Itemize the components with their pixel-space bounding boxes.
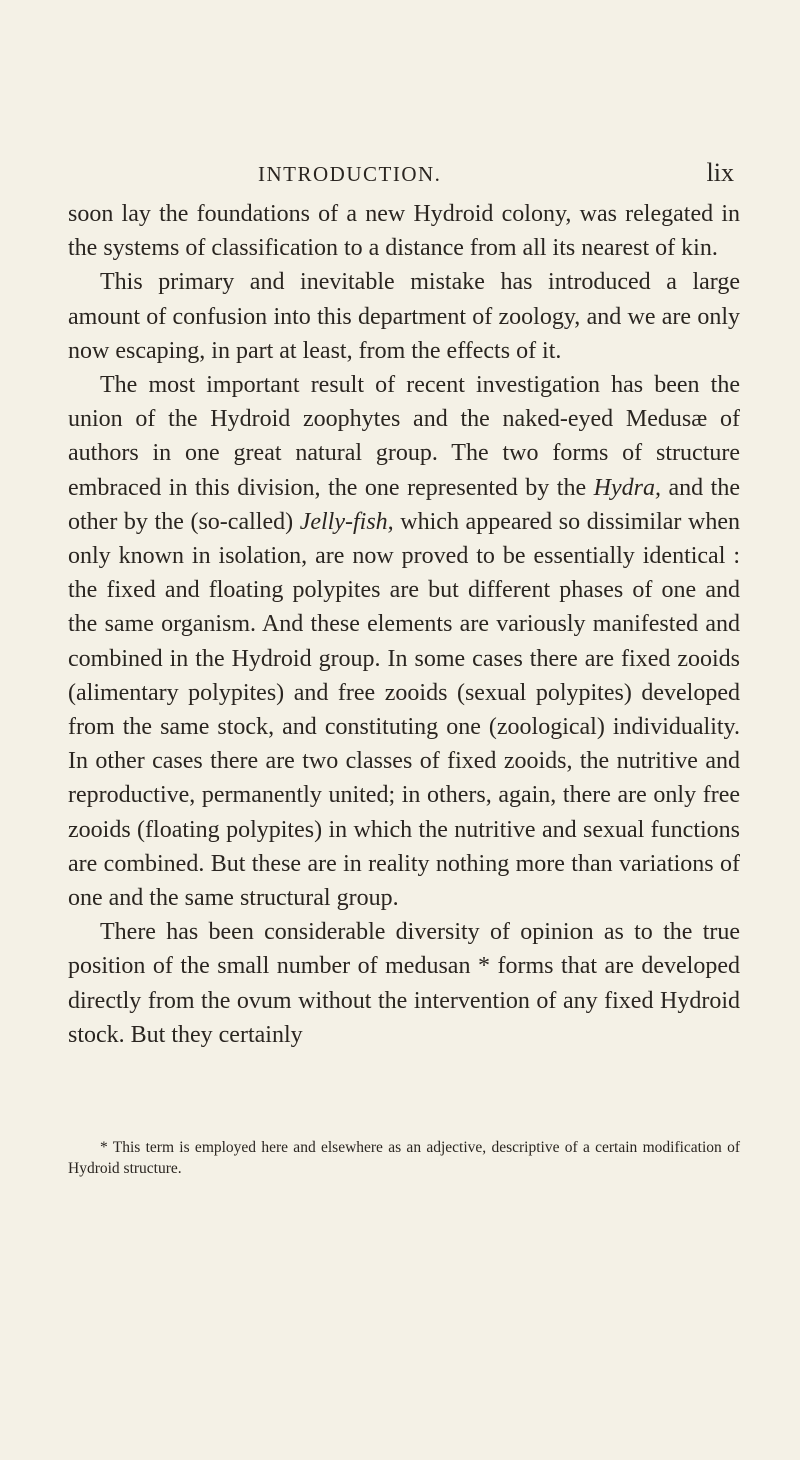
term-hydra: Hydra, bbox=[593, 474, 661, 501]
term-jelly-fish: Jelly-fish, bbox=[299, 508, 394, 535]
running-title: INTRODUCTION. bbox=[258, 162, 442, 186]
paragraph-3-part-a: The most important result of recent investigation has been the union of the Hydroid zoophytes and the naked-eyed Medusæ of authors in one great natural group. The two forms of structure embraced in this division, the one represented by the bbox=[68, 372, 740, 501]
paragraph-3-part-c: which appeared so dissimilar when only known in isolation, are now proved to be essentially identical : the fixed and floating polypites are but different phases of one and the same organism. And these elements are variously manifested and combined in the Hydroid group. In some cases there are fixed zooids (alimentary polypites) and free zooids (sexual polypites) developed from the same stock, and constituting one (zoological) individuality. In other cases there are two classes of fixed zooids, the nutritive and reproductive, permanently united; in others, again, there are only free zooids (floating polypites) in which the nutritive and sexual functions are combined. But these are in reality nothing more than variations of one and the same structural group. bbox=[68, 508, 740, 912]
footnote-text: * This term is employed here and elsewhere as an adjective, descriptive of a certain modification of Hydroid structure. bbox=[68, 1139, 740, 1177]
paragraph-3 bbox=[68, 368, 740, 915]
paragraph-4: There has been considerable diversity of opinion as to the true position of the small number of medusan * forms that are developed directly from the ovum without the intervention of any fixed Hydroid stock. But they certainly bbox=[68, 919, 740, 1048]
paragraph-3-part-b: and the other by the (so-called) bbox=[68, 474, 740, 535]
page-number: lix bbox=[706, 158, 734, 187]
paragraph-1: soon lay the foundations of a new Hydroid colony, was relegated in the systems of classification to a distance from all its nearest of kin. bbox=[68, 201, 740, 262]
body-text bbox=[68, 197, 740, 1052]
footnote bbox=[68, 1137, 740, 1179]
paragraph-2: This primary and inevitable mistake has introduced a large amount of confusion into this department of zoology, and we are only now escaping, in part at least, from the effects of it. bbox=[68, 269, 740, 364]
running-head bbox=[68, 158, 740, 194]
